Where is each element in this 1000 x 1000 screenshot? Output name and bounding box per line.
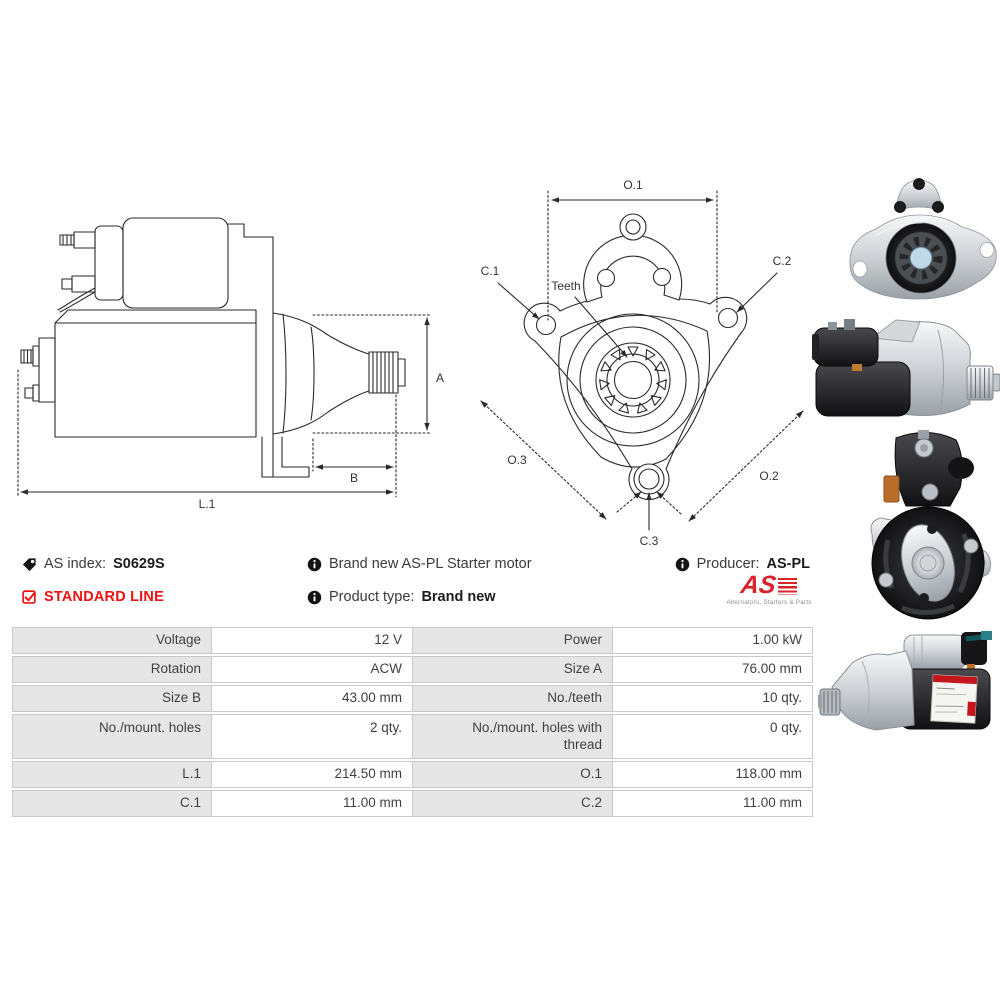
spec-value: 43.00 mm — [212, 685, 413, 712]
standard-line-badge: STANDARD LINE — [44, 589, 164, 605]
front-view-technical-drawing — [460, 170, 820, 560]
spec-label: Voltage — [12, 627, 212, 654]
spec-label: No./mount. holes with thread — [413, 714, 613, 759]
product-description: Brand new AS-PL Starter motor — [329, 556, 532, 572]
dim-label-b: B — [349, 471, 359, 485]
spec-value: 11.00 mm — [613, 790, 813, 817]
producer-row — [675, 556, 810, 572]
spec-label: C.1 — [12, 790, 212, 817]
spec-value: ACW — [212, 656, 413, 683]
product-photo-front-view — [838, 177, 1000, 320]
product-type-label: Product type: — [329, 589, 415, 605]
spec-label: O.1 — [413, 761, 613, 788]
producer-label: Producer: — [696, 556, 760, 572]
dim-label-c1: C.1 — [480, 264, 500, 278]
side-view-technical-drawing — [10, 180, 455, 510]
product-type-value: Brand new — [421, 589, 496, 605]
producer-value: AS-PL — [766, 556, 810, 572]
checkbox-check-icon — [22, 590, 37, 605]
dim-label-o2: O.2 — [759, 469, 779, 483]
spec-table — [12, 627, 813, 819]
as-index-row — [22, 556, 165, 572]
dim-label-c2: C.2 — [772, 254, 792, 268]
table-row — [12, 790, 813, 817]
info-icon — [307, 557, 322, 572]
spec-value: 10 qty. — [613, 685, 813, 712]
product-type-row — [307, 589, 496, 605]
info-icon — [307, 590, 322, 605]
spec-value: 11.00 mm — [212, 790, 413, 817]
spec-label: Rotation — [12, 656, 212, 683]
spec-value: 76.00 mm — [613, 656, 813, 683]
dim-label-l1: L.1 — [198, 497, 216, 510]
spec-value: 214.50 mm — [212, 761, 413, 788]
spec-value: 0 qty. — [613, 714, 813, 759]
dim-label-a: A — [436, 371, 445, 385]
spec-label: C.2 — [413, 790, 613, 817]
dim-label-o1: O.1 — [623, 178, 643, 192]
table-row — [12, 656, 813, 683]
product-photo-side-label-view — [818, 627, 993, 762]
product-photo-rear-view — [868, 430, 993, 625]
spec-label: Size B — [12, 685, 212, 712]
spec-value: 118.00 mm — [613, 761, 813, 788]
product-photo-side-view — [812, 316, 1000, 428]
as-index-label: AS index: — [44, 556, 107, 572]
logo-tagline: Alternators, Starters & Parts — [726, 599, 812, 606]
dim-label-o3: O.3 — [507, 453, 527, 467]
spec-label: L.1 — [12, 761, 212, 788]
tag-icon — [22, 557, 37, 572]
description-row — [307, 556, 532, 572]
logo-text: AS — [739, 571, 778, 600]
table-row — [12, 761, 813, 788]
dim-label-c3: C.3 — [639, 534, 659, 548]
as-index-value: S0629S — [113, 556, 165, 572]
table-row — [12, 685, 813, 712]
dim-label-teeth: Teeth — [551, 279, 581, 293]
table-row — [12, 627, 813, 654]
spec-value: 2 qty. — [212, 714, 413, 759]
logo-stripes-icon — [778, 578, 797, 595]
spec-label: No./teeth — [413, 685, 613, 712]
spec-label: Power — [413, 627, 613, 654]
table-row — [12, 714, 813, 759]
spec-value: 1.00 kW — [613, 627, 813, 654]
as-pl-logo — [726, 571, 812, 606]
spec-value: 12 V — [212, 627, 413, 654]
spec-label: No./mount. holes — [12, 714, 212, 759]
spec-label: Size A — [413, 656, 613, 683]
product-label — [931, 675, 977, 723]
info-icon — [675, 557, 690, 572]
standard-line-row — [22, 589, 164, 605]
